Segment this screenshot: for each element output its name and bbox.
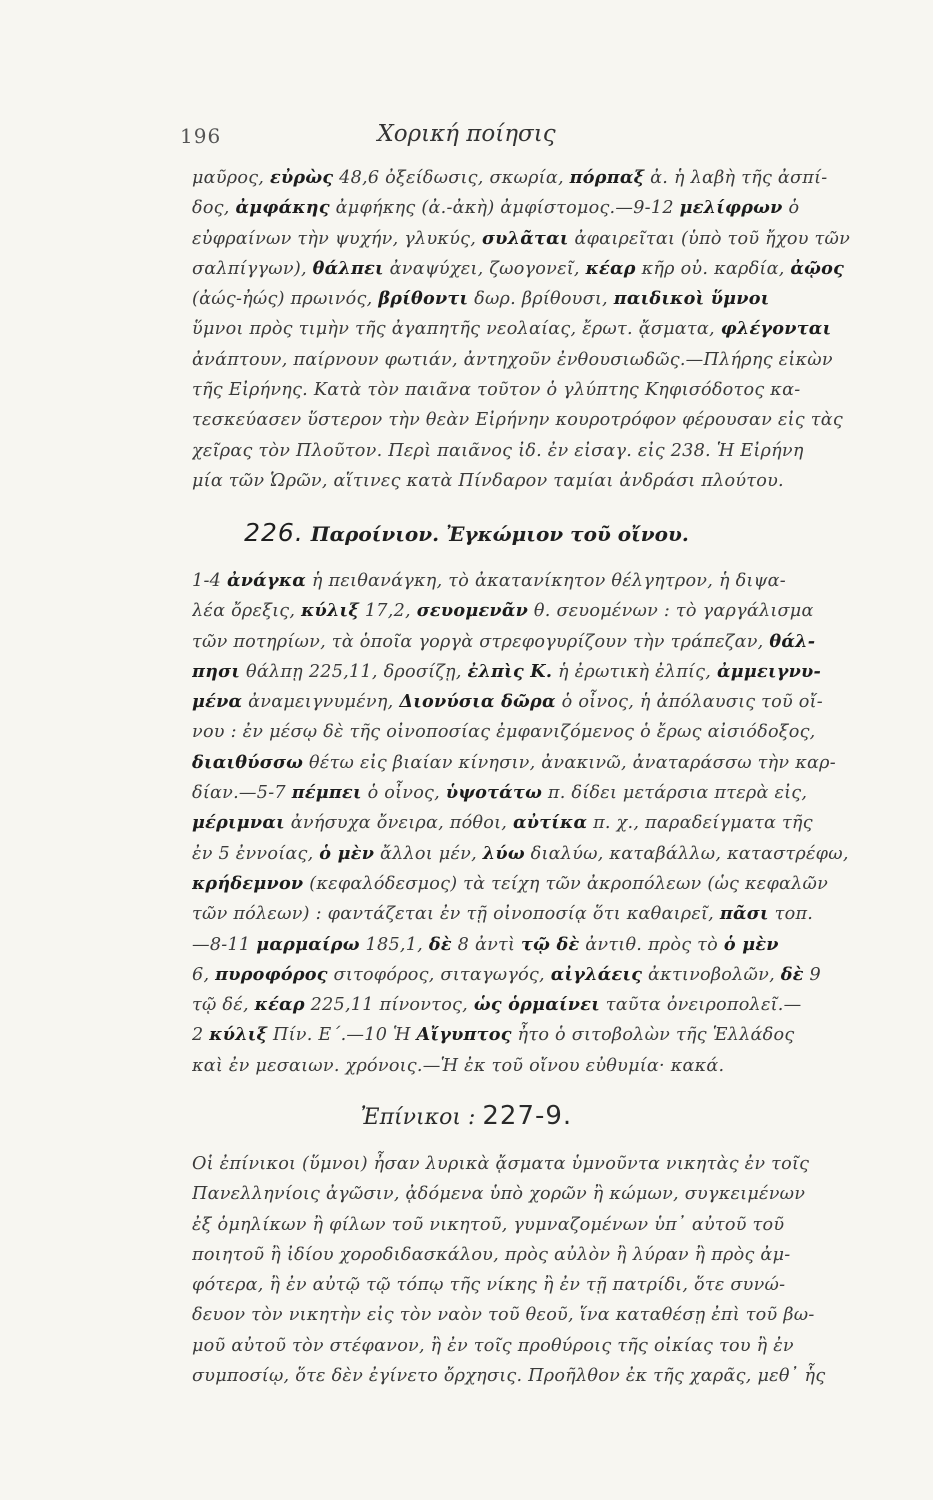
page-number: 196: [180, 124, 222, 148]
text-run: ἐν 5 ἐννοίας,: [192, 843, 320, 864]
text-line: [192, 869, 894, 899]
text-line: [192, 375, 894, 405]
text-run: ἀναμειγνυμένη,: [242, 692, 400, 713]
text-run: δωρ. βρίθουσι,: [468, 289, 614, 310]
text-line: [192, 990, 894, 1020]
text-run: π. δίδει μετάρσια πτερὰ εἰς,: [542, 783, 808, 804]
text-run: διαλύω, καταβάλλω, καταστρέφω,: [524, 843, 849, 864]
lemma-term: μελίφρων: [679, 197, 783, 219]
text-run: τοπ.: [768, 904, 814, 925]
text-run: ἀναψύχει, ζωογονεῖ,: [383, 258, 586, 279]
text-run: (ἀώς-ἠώς) πρωινός,: [192, 289, 379, 310]
text-line: [192, 778, 894, 808]
text-run: ἀκτινοβολῶν,: [642, 964, 781, 985]
lemma-term: πᾶσι: [719, 903, 769, 925]
lemma-term: ἀμφάκης: [235, 197, 330, 219]
text-line: [192, 839, 894, 869]
text-run: ὁ οἶνος, ἡ ἀπόλαυσις τοῦ οἴ-: [555, 692, 823, 713]
text-run: σαλπίγγων),: [192, 258, 313, 279]
text-run: μοῦ αὐτοῦ τὸν στέφανον, ἢ ἐν τοῖς προθύροις τῆς οἰκίας του ἢ ἐν: [192, 1335, 794, 1356]
text-run: τῷ δέ,: [192, 995, 255, 1016]
intro-block-227: [192, 1149, 894, 1391]
lemma-term: κέαρ: [254, 994, 305, 1016]
lemma-term: σευομενᾶν: [416, 600, 529, 622]
lemma-term: μαρμαίρω: [256, 933, 360, 955]
text-run: ἡ ἐρωτικὴ ἐλπίς,: [552, 661, 717, 682]
text-line: [192, 960, 894, 990]
lemma-term: διαιθύσσω: [192, 751, 304, 773]
lemma-term: ὁ μὲν: [319, 842, 375, 864]
lemma-term: θάλπει: [312, 257, 384, 279]
text-line: [192, 163, 894, 193]
text-run: ταῦτα ὀνειροπολεῖ.—: [599, 995, 802, 1016]
lemma-term: τῷ δὲ: [521, 933, 580, 955]
text-run: δευον τὸν νικητὴν εἰς τὸν ναὸν τοῦ θεοῦ, ἵνα καταθέσῃ ἐπὶ τοῦ βω-: [192, 1305, 815, 1326]
text-run: 185,1,: [359, 934, 429, 955]
text-run: Οἱ ἐπίνικοι (ὕμνοι) ἦσαν λυρικὰ ᾄσματα ὑμνοῦντα νικητὰς ἐν τοῖς: [192, 1154, 810, 1174]
lemma-term: εὐρὼς: [270, 167, 334, 188]
text-run: δίαν.—5-7: [192, 783, 292, 804]
text-run: 48,6 ὀξείδωσις, σκωρία,: [333, 168, 570, 188]
commentary-block-225: [192, 163, 894, 496]
lemma-term: βρίθοντι: [378, 288, 469, 310]
text-run: 1-4: [192, 571, 227, 591]
text-run: δος,: [192, 198, 236, 219]
text-line: [192, 405, 894, 435]
section-title: Παροίνιον. Ἐγκώμιον τοῦ οἴνου.: [310, 522, 689, 546]
lemma-term: Αἴγυπτος: [416, 1024, 512, 1046]
text-run: εὐφραίνων τὴν ψυχήν, γλυκύς,: [192, 228, 482, 249]
text-line: [192, 1210, 894, 1240]
lemma-term: ἀμμειγνυ-: [716, 660, 822, 682]
text-run: ἦτο ὁ σιτοβολὼν τῆς Ἑλλάδος: [511, 1025, 795, 1046]
lemma-term: πέμπει: [291, 782, 362, 804]
text-line: [192, 436, 894, 466]
text-run: ἀφαιρεῖται (ὑπὸ τοῦ ἤχου τῶν: [568, 228, 851, 249]
text-run: 2: [192, 1025, 210, 1046]
text-line: [192, 1270, 894, 1300]
text-line: [192, 1331, 894, 1361]
text-run: τῶν πόλεων) : φαντάζεται ἐν τῇ οἰνοποσίᾳ ὅτι καθαιρεῖ,: [192, 904, 720, 925]
text-run: ἀντιθ. πρὸς τὸ: [579, 934, 724, 955]
text-line: [192, 687, 894, 717]
text-run: 17,2,: [359, 601, 417, 622]
text-run: νου : ἐν μέσῳ δὲ τῆς οἰνοποσίας ἐμφανιζόμενος ὁ ἔρως αἰσιόδοξος,: [192, 722, 816, 743]
section-heading-226: [0, 518, 933, 547]
text-line: [192, 1020, 894, 1050]
text-line: [192, 466, 894, 496]
text-run: θέτω εἰς βιαίαν κίνησιν, ἀνακινῶ, ἀναταράσσω τὴν καρ-: [303, 752, 836, 773]
text-run: ὁ οἶνος,: [361, 783, 446, 804]
text-line: [192, 1361, 894, 1391]
text-line: [192, 314, 894, 344]
text-run: 8 ἀντὶ: [451, 934, 521, 955]
text-run: καὶ ἐν μεσαιων. χρόνοις.—Ἡ ἐκ τοῦ οἴνου εὐθυμία· κακά.: [192, 1055, 725, 1076]
text-run: θάλπῃ 225,11, δροσίζῃ,: [240, 661, 468, 682]
text-run: ποιητοῦ ἢ ἰδίου χοροδιδασκάλου, πρὸς αὐλὸν ἢ λύραν ἢ πρὸς ἀμ-: [192, 1244, 791, 1265]
lemma-term: λύω: [482, 842, 525, 864]
text-line: [192, 1300, 894, 1330]
text-line: [192, 657, 894, 687]
text-run: Πανελληνίοις ἀγῶσιν, ᾀδόμενα ὑπὸ χορῶν ἢ κώμων, συγκειμένων: [192, 1184, 806, 1205]
text-line: [192, 224, 894, 254]
text-line: [192, 899, 894, 929]
lemma-term: ὁ μὲν: [723, 933, 779, 955]
lemma-term: αἰγλάεις: [550, 963, 643, 985]
lemma-term: ἀνάγκα: [226, 570, 307, 591]
lemma-term: μένα: [192, 691, 243, 713]
section-title: Ἐπίνικοι :: [360, 1105, 476, 1130]
text-run: ἀ. ἡ λαβὴ τῆς ἀσπί-: [644, 168, 828, 188]
lemma-term: κέαρ: [585, 257, 636, 279]
text-run: τῶν ποτηρίων, τὰ ὁποῖα γοργὰ στρεφογυρίζουν τὴν τράπεζαν,: [192, 631, 770, 652]
text-line: [192, 254, 894, 284]
running-title: Χορική ποίησις: [377, 121, 556, 147]
text-run: μαῦρος,: [192, 168, 270, 188]
text-run: 9: [803, 964, 821, 985]
text-line: [192, 627, 894, 657]
lemma-term: δὲ: [428, 933, 452, 955]
lemma-term: κρήδεμνον: [192, 872, 304, 894]
lemma-term: θάλ-: [769, 630, 816, 652]
lemma-term: ὡς ὁρμαίνει: [473, 994, 600, 1016]
text-run: Πίν. Ε΄.—10 Ἡ: [267, 1025, 417, 1046]
lemma-term: πυροφόρος: [215, 963, 328, 985]
lemma-term: πόρπαξ: [569, 167, 645, 188]
text-run: ὁ: [782, 198, 800, 219]
text-line: [192, 930, 894, 960]
text-line: [192, 193, 894, 223]
text-run: ἄλλοι μέν,: [374, 843, 483, 864]
lemma-term: φλέγονται: [720, 318, 832, 340]
text-line: [192, 566, 894, 596]
lemma-term: κύλιξ: [209, 1024, 268, 1046]
lemma-term: μέριμναι: [192, 812, 285, 834]
text-line: [192, 717, 894, 747]
lemma-term: Διονύσια δῶρα: [399, 691, 556, 713]
lemma-term: αὐτίκα: [512, 812, 588, 834]
lemma-term: ἀῷος: [790, 257, 845, 279]
text-run: σιτοφόρος, σιταγωγός,: [327, 964, 551, 985]
lemma-term: πησι: [192, 660, 241, 682]
lemma-term: δὲ: [780, 963, 804, 985]
text-run: 225,11 πίνοντος,: [304, 995, 474, 1016]
text-run: π. χ., παραδείγματα τῆς: [587, 813, 813, 834]
text-line: [192, 284, 894, 314]
text-run: ἀνήσυχα ὄνειρα, πόθοι,: [284, 813, 513, 834]
lemma-term: ἐλπὶς Κ.: [467, 660, 553, 682]
lemma-term: κύλιξ: [301, 600, 359, 622]
text-line: [192, 1240, 894, 1270]
text-run: θ. σευομένων : τὸ γαργάλισμα: [528, 601, 814, 622]
text-line: [192, 345, 894, 375]
text-run: λέα ὄρεξις,: [192, 601, 302, 622]
text-run: φότερα, ἢ ἐν αὐτῷ τῷ τόπῳ τῆς νίκης ἢ ἐν τῇ πατρίδι, ὅτε συνώ-: [192, 1275, 786, 1296]
text-run: ἐξ ὁμηλίκων ἢ φίλων τοῦ νικητοῦ, γυμναζομένων ὑπ᾿ αὐτοῦ τοῦ: [192, 1214, 785, 1235]
text-line: [192, 1051, 894, 1081]
text-line: [192, 808, 894, 838]
lemma-term: συλᾶται: [481, 227, 569, 249]
text-run: τεσκεύασεν ὕστερον τὴν θεὰν Εἰρήνην κουροτρόφον φέρουσαν εἰς τὰς: [192, 410, 843, 431]
lemma-term: παιδικοὶ ὕμνοι: [613, 288, 770, 310]
text-run: μία τῶν Ὡρῶν, αἵτινες κατὰ Πίνδαρον ταμίαι ἀνδράσι πλούτου.: [192, 470, 784, 491]
text-run: ἡ πειθανάγκη, τὸ ἀκατανίκητον θέλγητρον, ἡ διψα-: [306, 571, 786, 591]
text-run: τῆς Εἰρήνης. Κατὰ τὸν παιᾶνα τοῦτον ὁ γλύπτης Κηφισόδοτος κα-: [192, 380, 801, 401]
text-run: ἀμφήκης (ἀ.-ἀκὴ) ἀμφίστομος.—9-12: [329, 198, 680, 219]
section-heading-227: [0, 1101, 933, 1131]
text-line: [192, 1179, 894, 1209]
text-line: [192, 1149, 894, 1179]
text-run: χεῖρας τὸν Πλοῦτον. Περὶ παιᾶνος ἰδ. ἐν εἰσαγ. εἰς 238. Ἡ Εἰρήνη: [192, 440, 804, 461]
text-run: κῆρ οὐ. καρδία,: [635, 258, 791, 279]
text-run: —8-11: [192, 934, 257, 955]
text-run: (κεφαλόδεσμος) τὰ τείχη τῶν ἀκροπόλεων (ὡς κεφαλῶν: [303, 873, 829, 894]
text-run: ὕμνοι πρὸς τιμὴν τῆς ἀγαπητῆς νεολαίας, ἔρωτ. ᾄσματα,: [192, 319, 721, 340]
text-run: ἀνάπτουν, παίρνουν φωτιάν, ἀντηχοῦν ἐνθουσιωδῶς.—Πλήρης εἰκὼν: [192, 349, 833, 370]
text-run: συμποσίῳ, ὅτε δὲν ἐγίνετο ὄρχησις. Προῆλθον ἐκ τῆς χαρᾶς, μεθ᾿ ἧς: [192, 1366, 826, 1387]
lemma-term: ὑψοτάτω: [445, 782, 543, 804]
text-line: [192, 748, 894, 778]
text-line: [192, 596, 894, 626]
section-number: 226.: [244, 518, 304, 547]
text-run: 6,: [192, 964, 216, 985]
commentary-block-226: [192, 566, 894, 1081]
section-number: 227-9.: [482, 1101, 573, 1131]
